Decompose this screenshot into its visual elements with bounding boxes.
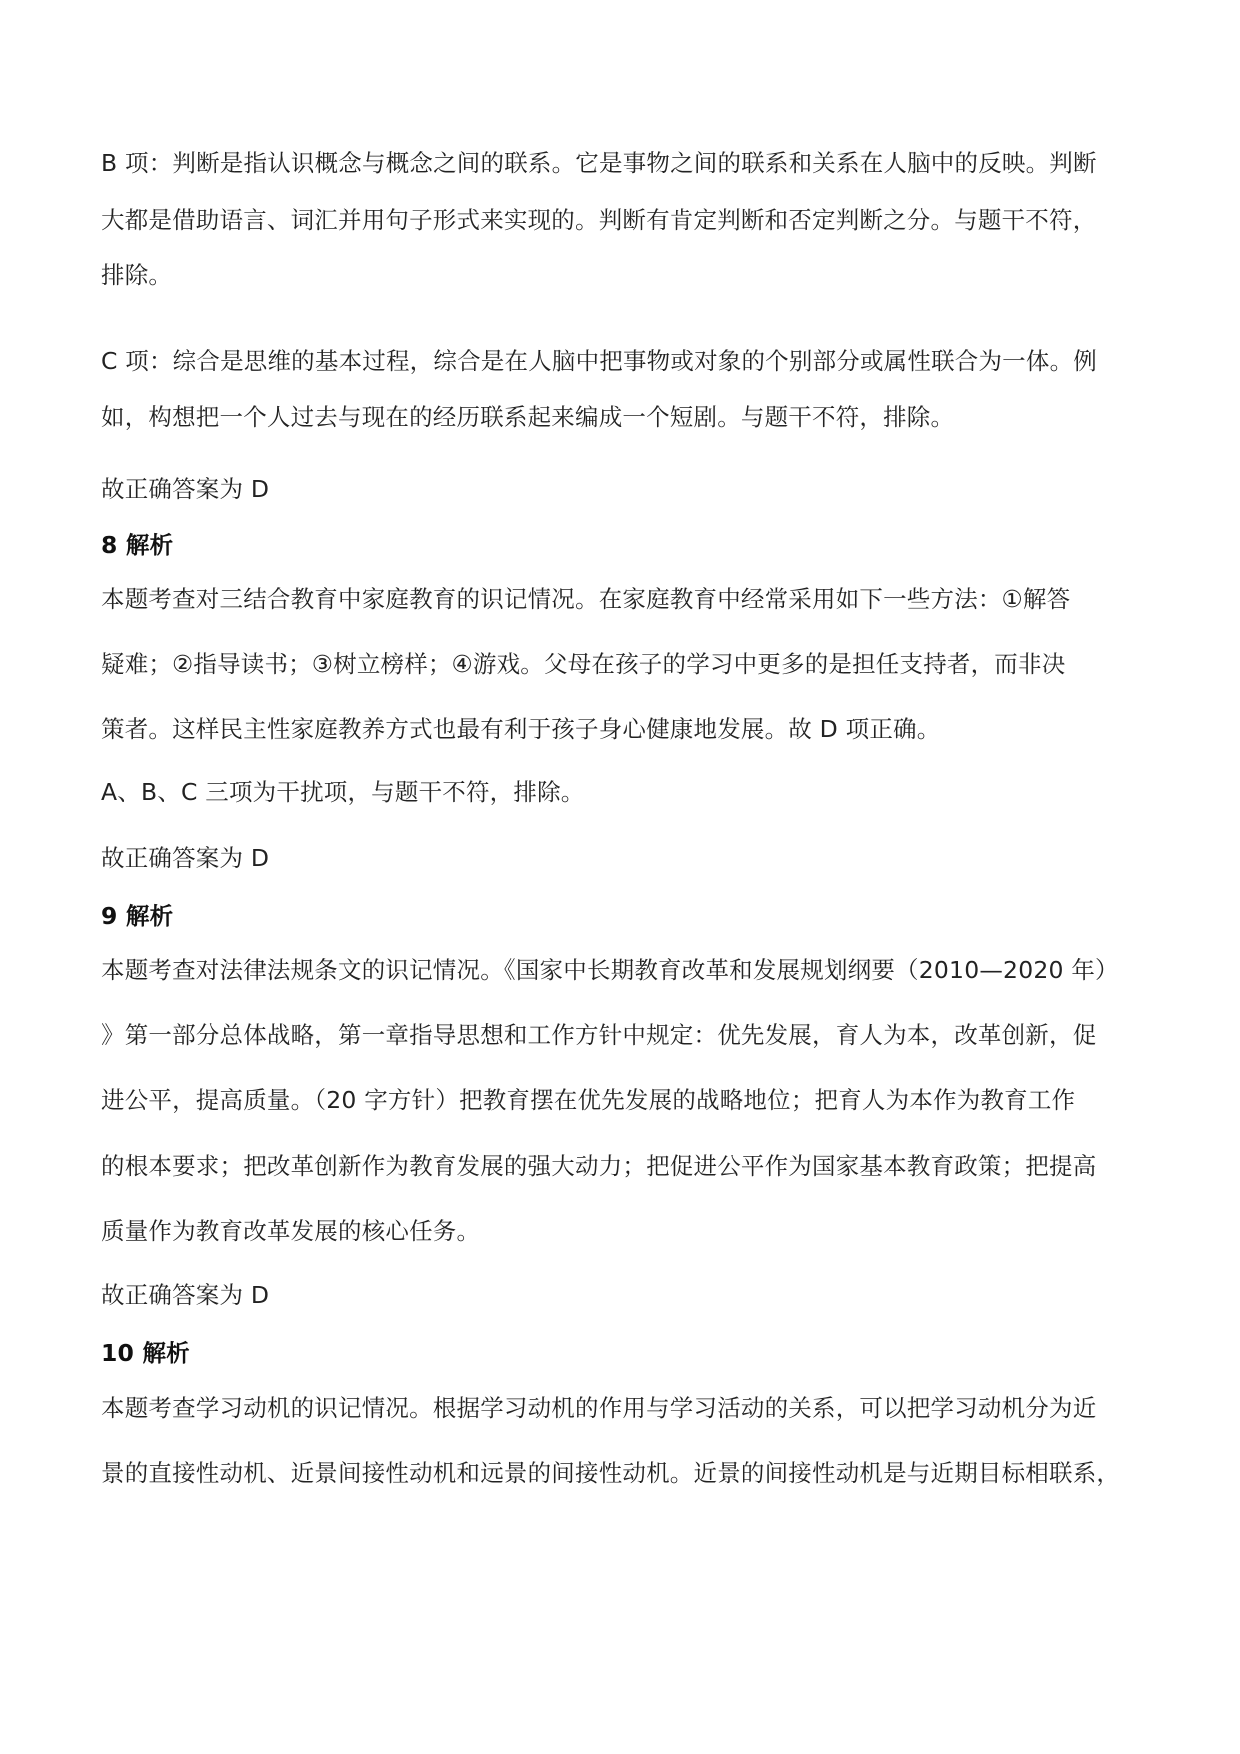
paragraph-8-distractors: A、B、C 三项为干扰项，与题干不符，排除。 [101,778,585,806]
paragraph-9-line-1: 本题考查对法律法规条文的识记情况。《国家中长期教育改革和发展规划纲要（2010—2020 年） [101,956,1119,984]
paragraph-9-line-3: 进公平，提高质量。（20 字方针）把教育摆在优先发展的战略地位；把育人为本作为教育工作 [101,1086,1076,1114]
answer-line-9: 故正确答案为 D [101,1281,270,1309]
paragraph-9-line-5: 质量作为教育改革发展的核心任务。 [101,1217,481,1245]
paragraph-10-line-1: 本题考查学习动机的识记情况。根据学习动机的作用与学习活动的关系，可以把学习动机分为近 [101,1394,1097,1422]
paragraph-8-line-1: 本题考查对三结合教育中家庭教育的识记情况。在家庭教育中经常采用如下一些方法：①解答 [101,585,1071,613]
paragraph-8-line-3: 策者。这样民主性家庭教养方式也最有利于孩子身心健康地发展。故 D 项正确。 [101,715,941,743]
heading-9: 9 解析 [101,902,174,930]
paragraph-c-line-1: C 项：综合是思维的基本过程，综合是在人脑中把事物或对象的个别部分或属性联合为一体。例 [101,347,1097,375]
paragraph-b-line-1: B 项：判断是指认识概念与概念之间的联系。它是事物之间的联系和关系在人脑中的反映。判断 [101,149,1097,177]
answer-line-7: 故正确答案为 D [101,475,270,503]
paragraph-9-line-4: 的根本要求；把改革创新作为教育发展的强大动力；把促进公平作为国家基本教育政策；把提高 [101,1152,1097,1180]
heading-8: 8 解析 [101,531,174,559]
paragraph-c-line-2: 如，构想把一个人过去与现在的经历联系起来编成一个短剧。与题干不符，排除。 [101,403,955,431]
paragraph-b-line-3: 排除。 [101,261,173,289]
paragraph-9-line-2: 》第一部分总体战略，第一章指导思想和工作方针中规定：优先发展，育人为本，改革创新，促 [101,1021,1097,1049]
paragraph-8-line-2: 疑难；②指导读书；③树立榜样；④游戏。父母在孩子的学习中更多的是担任支持者，而非决 [101,650,1066,678]
paragraph-10-line-2: 景的直接性动机、近景间接性动机和远景的间接性动机。近景的间接性动机是与近期目标相联系， [101,1459,1121,1487]
answer-line-8: 故正确答案为 D [101,844,270,872]
paragraph-b-line-2: 大都是借助语言、词汇并用句子形式来实现的。判断有肯定判断和否定判断之分。与题干不符， [101,206,1097,234]
heading-10: 10 解析 [101,1339,190,1367]
